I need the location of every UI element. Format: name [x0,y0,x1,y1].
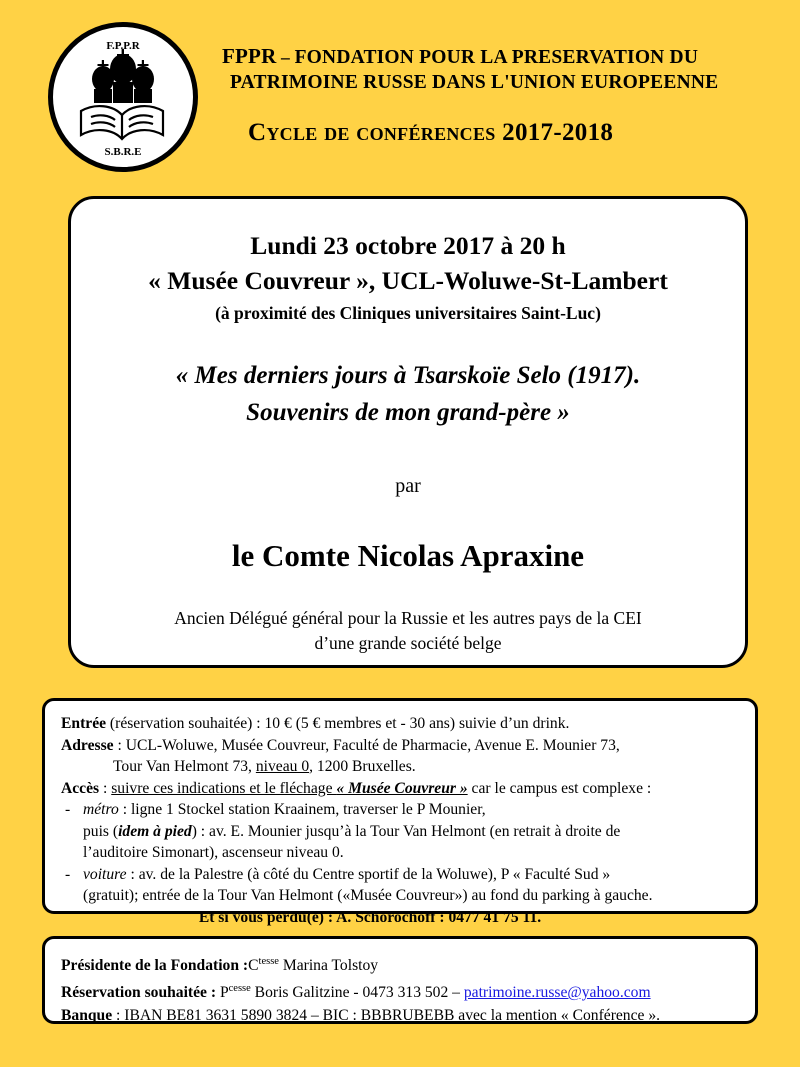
bank-line [61,1004,739,1027]
header-text-block [222,44,760,147]
reservation-prefix-superscript: cesse [228,983,251,995]
access-tail: car le campus est complexe : [467,779,652,797]
access-instructions-text: suivre ces indications et le fléchage [111,779,337,797]
metro-line-2-a: puis ( [83,822,119,840]
event-main-box [68,196,748,668]
speaker-description-line-2: d’une grande société belge [314,633,502,653]
access-label: Accès [61,779,100,797]
address-level-underlined: niveau 0 [255,758,310,775]
event-proximity-note: (à proximité des Cliniques universitaires Saint-Luc) [215,303,601,323]
church-book-logo-icon [53,27,193,167]
org-title-part-1: FONDATION POUR LA PRESERVATION DU [294,47,699,68]
lost-contact-line: Et si vous perdu(e) : A. Schorochoff : 0477 41 75 11. [198,908,542,926]
entry-text: (réservation souhaitée) : 10 € (5 € membres et - 30 ans) suivie d’un drink. [106,715,570,732]
talk-title-line-1: « Mes derniers jours à Tsarskoïe Selo (1917). [175,362,641,389]
address-line-2-part-a: Tour Van Helmont 73, [113,758,256,775]
bullet-dash-icon-2: - [65,865,71,883]
entry-label: Entrée [61,715,107,732]
bullet-dash-icon: - [65,801,71,818]
speaker-description-line-1: Ancien Délégué général pour la Russie et les autres pays de la CEI [174,608,642,628]
org-dash: – [276,47,295,67]
fppr-logo [48,22,198,172]
contact-box [42,936,758,1024]
by-label: par [395,475,421,497]
metro-bullet-body [83,799,739,864]
car-label: voiture [83,865,127,883]
address-label: Adresse [61,736,114,754]
reservation-name: Boris Galitzine - 0473 313 502 – [250,984,464,1002]
president-label: Présidente de la Fondation : [61,957,249,975]
logo-bottom-text: S.B.R.E [104,146,142,158]
metro-line-1 [83,799,739,821]
car-bullet [61,864,739,907]
metro-text: : ligne 1 Stockel station Kraainem, traverser le P Mounier, [118,801,486,818]
org-abbreviation: FPPR [222,44,277,68]
talk-title-line-2: Souvenirs de mon grand-père » [246,399,570,426]
metro-line-2 [83,821,739,843]
car-line-1 [83,864,739,886]
president-name: Marina Tolstoy [278,957,379,975]
metro-line-3: l’auditoire Simonart), ascenseur niveau 0. [83,844,344,861]
cycle-title: Cycle de conférences 2017-2018 [248,119,614,146]
car-bullet-body [83,864,739,907]
address-line-2-part-b: , 1200 Bruxelles. [309,758,416,775]
reservation-line [61,977,739,1004]
speaker-name: le Comte Nicolas Apraxine [231,538,585,573]
car-text: : av. de la Palestre (à côté du Centre sportif de la Woluwe), P « Faculté Sud » [126,865,611,883]
talk-title [71,357,745,431]
president-prefix: C [248,957,259,975]
access-signage-name: « Musée Couvreur » [336,779,468,797]
president-line [61,950,739,977]
reservation-email-link[interactable]: patrimoine.russe@yahoo.com [463,984,651,1002]
speaker-description [71,606,745,656]
address-text: : UCL-Woluwe, Musée Couvreur, Faculté de Pharmacie, Avenue E. Mounier 73, [113,736,620,754]
address-line-2 [61,756,739,778]
access-instructions-link[interactable] [111,780,467,797]
metro-bullet [61,799,739,864]
metro-line-2-c: ) : av. E. Mounier jusqu’à la Tour Van Helmont (en retrait à droite de [191,822,621,840]
bank-text: : IBAN BE81 3631 5890 3824 – BIC : BBBRUBEBB avec la mention « Conférence ». [112,1007,661,1025]
event-venue: « Musée Couvreur », UCL-Woluwe-St-Lambert [148,266,668,295]
entry-line [61,713,739,735]
access-colon: : [99,779,112,797]
practical-info-box [42,698,758,926]
poster-header [0,0,800,190]
address-line [61,735,739,757]
car-line-2: (gratuit); entrée de la Tour Van Helmont («Musée Couvreur») au fond du parking à gauche. [83,887,653,904]
metro-idem-a-pied: idem à pied [118,822,192,840]
event-date: Lundi 23 octobre 2017 à 20 h [250,231,566,260]
org-title-line-2 [222,70,760,95]
metro-label: métro [83,801,119,818]
logo-top-text: F.P.P.R [106,40,140,52]
reservation-label: Réservation souhaitée : [61,984,217,1002]
reservation-prefix: P [216,984,229,1002]
org-title-line-1 [222,44,760,70]
bank-label: Banque [61,1007,113,1025]
org-title-part-2: PATRIMOINE RUSSE DANS L'UNION EUROPEENNE [230,72,719,93]
president-prefix-superscript: tesse [258,956,279,967]
access-line [61,778,739,800]
